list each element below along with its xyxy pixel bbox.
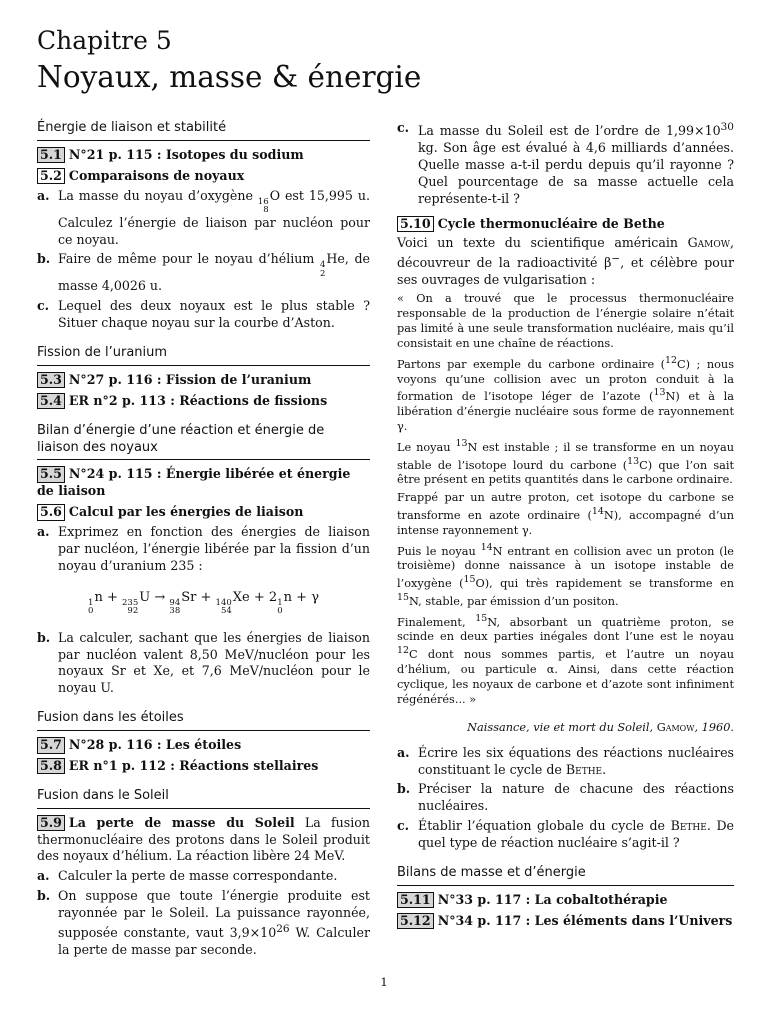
exercise-5-4 — [37, 393, 370, 410]
exercise-title: ER n°2 p. 113 : Réactions de fissions — [68, 392, 328, 408]
question-5-10-b: b. Préciser la nature de chacune des réactions nucléaires. — [397, 781, 734, 814]
left-column — [37, 120, 370, 962]
exercise-number: 5.2 — [37, 168, 65, 184]
exercise-5-12 — [397, 913, 734, 930]
quote-paragraph: Partons par exemple du carbone ordinaire ($^{12}$C) ; nous voyons qu’une collision avec un proton conduit à la formation de l’isotope léger de l’azote ($^{13}$N) et à la libération d’énergie nucléaire sous forme de rayonnement γ. — [397, 354, 735, 434]
exercise-title: ER n°1 p. 112 : Réactions stellaires — [68, 757, 319, 773]
exercise-5-10 — [397, 216, 734, 233]
exercise-number: 5.10 — [397, 216, 434, 232]
question-label: b. — [37, 629, 51, 645]
question-text: Faire de même pour le noyau d’hélium — [58, 251, 315, 267]
question-text: La masse du noyau d’oxygène — [58, 187, 253, 203]
exercise-intro: La fusion thermonucléaire des protons dans le Soleil produit des noyaux d’hélium. La réaction libère 24 MeV. — [37, 814, 370, 864]
quote-reference: Naissance, vie et mort du Soleil, Gamow, 1960. — [467, 720, 734, 734]
exercise-title: La perte de masse du Soleil — [68, 814, 295, 830]
question-label: c. — [397, 120, 410, 135]
question-5-9-b: b. On suppose que toute l’énergie produite est rayonnée par le Soleil. La puissance rayonnée, supposée constante, vaut $3,9\times 10^{26}$ W. Calculer la perte de masse par seconde. — [37, 888, 370, 958]
section-title-fusion-soleil: Fusion dans le Soleil — [37, 788, 370, 809]
exercise-number: 5.11 — [397, 892, 434, 908]
exercise-number: 5.12 — [397, 913, 434, 929]
question-5-10-c: c. Établir l’équation globale du cycle de Bethe. De quel type de réaction nucléaire s’agit-il ? — [397, 818, 735, 851]
quote-paragraph: Frappé par un autre proton, cet isotope du carbone se transforme en azote ordinaire ($^{14}$N), accompagné d’un intense rayonnement γ. — [397, 491, 734, 537]
section-title-bilans: Bilans de masse et d’énergie — [397, 865, 734, 886]
exercise-5-11 — [397, 892, 734, 909]
question-label: a. — [397, 744, 410, 760]
exercise-5-5 — [37, 466, 370, 500]
exercise-number: 5.7 — [37, 737, 65, 753]
chapter-label: Chapitre 5 — [37, 26, 172, 55]
question-5-9-c: c. La masse du Soleil est de l’ordre de $1,99\times 10^{30}$ kg. Son âge est évalué à 4,6 milliards d’années. Quelle masse a-t-il perdu depuis qu’il rayonne ? Quel pourcentage de sa masse actuelle cela représente-t-il ? — [397, 120, 734, 206]
exercise-5-2 — [37, 168, 370, 185]
exercise-number: 5.5 — [37, 466, 65, 482]
question-label: a. — [37, 187, 50, 203]
question-label: b. — [37, 888, 51, 904]
question-text: La masse du Soleil est de l’ordre de 1,99×10 — [418, 123, 721, 139]
exercise-5-8 — [37, 758, 370, 775]
exercise-number: 5.1 — [37, 147, 65, 163]
exercise-5-6 — [37, 504, 370, 521]
fission-equation: 1 0 n + 235 92 U → 94 38 Sr + 140 54 Xe + 2 1 0 n + γ — [88, 589, 319, 617]
quote-paragraph: Le noyau $^{13}$N est instable ; il se transforme en un noyau stable de l’isotope lourd du carbone ($^{13}$C) que l’on sait être présent en petits quantités dans le carbone ordinaire. — [397, 437, 735, 487]
section-title-fusion-etoiles: Fusion dans les étoiles — [37, 710, 370, 731]
question-text: Exprimez en fonction des énergies de liaison par nucléon, l’énergie libérée par la fission d’un noyau d’uranium 235 : — [58, 524, 370, 573]
question-5-6-b — [37, 630, 370, 698]
exercise-title: N°34 p. 117 : Les éléments dans l’Univers — [437, 912, 733, 928]
question-5-2-a — [37, 188, 370, 249]
question-label: a. — [37, 524, 50, 540]
exercise-number: 5.8 — [37, 758, 65, 774]
exercise-number: 5.6 — [37, 504, 65, 520]
question-text: La calculer, sachant que les énergies de liaison par nucléon valent 8,50 MeV/nucléon pour les noyaux Sr et Xe, et 7,6 MeV/nucléon pour le noyau U. — [58, 629, 370, 696]
gamow-quote — [397, 292, 734, 707]
exercise-number: 5.9 — [37, 815, 65, 831]
page-number: 1 — [380, 975, 388, 989]
question-5-10-a: a. Écrire les six équations des réactions nucléaires constituant le cycle de Bethe. — [397, 744, 734, 777]
question-5-9-a — [37, 868, 370, 885]
exercise-title: N°24 p. 115 : Énergie libérée et énergie de liaison — [37, 466, 351, 499]
question-text: Calculer la perte de masse correspondante. — [58, 868, 338, 884]
exercise-title: N°27 p. 116 : Fission de l’uranium — [68, 371, 312, 387]
question-text: Lequel des deux noyaux est le plus stable ? Situer chaque noyau sur la courbe d’Aston. — [58, 298, 370, 331]
exercise-5-7 — [37, 737, 370, 754]
helium-isotope-notation: 4 2 — [319, 260, 326, 279]
question-text: O est 15,995 u. Calculez l’énergie de liaison par nucléon pour ce noyau. — [58, 187, 370, 247]
exercise-5-3 — [37, 372, 370, 389]
quote-paragraph: « On a trouvé que le processus thermonucléaire responsable de la production de l’énergie solaire n’était pas limité à une seule transformation nucléaire, mais qu’il consistait en une chaîne de réactions. — [397, 292, 734, 350]
question-text: On suppose que toute l’énergie produite est rayonnée par le Soleil. La puissance rayonnée, supposée constante, vaut 3,9×10 — [58, 888, 370, 941]
exercise-5-1 — [37, 147, 370, 164]
quote-paragraph: Finalement, $^{15}$N, absorbant un quatrième proton, se scinde en deux parties inégales dont l’une est le noyau $^{12}$C dont nous sommes partis, et l’autre un noyau d’hélium, ou particule α. Ainsi, dans cette réaction cyclique, les noyaux de carbone et d’azote sont infiniment régénérés... » — [397, 612, 734, 706]
section-title-bilan: Bilan d’énergie d’une réaction et énergie de liaison des noyaux — [37, 423, 370, 461]
question-label: c. — [397, 818, 410, 834]
question-label: b. — [37, 251, 51, 267]
question-label: a. — [37, 868, 50, 884]
quote-paragraph: Puis le noyau $^{14}$N entrant en collision avec un proton (le troisième) donne naissance à un isotope instable de l’oxygène ($^{15}$O), qui très rapidement se transforme en $^{15}$N, stable, par émission d’un positon. — [397, 541, 734, 608]
oxygen-isotope-notation: 16 8 — [257, 196, 269, 216]
exercise-title: N°28 p. 116 : Les étoiles — [68, 737, 242, 753]
question-5-2-b — [37, 251, 370, 295]
question-5-2-c — [37, 298, 370, 332]
question-label: c. — [37, 298, 50, 314]
exercise-5-9-intro — [37, 815, 370, 866]
chapter-title: Noyaux, masse & énergie — [37, 60, 422, 94]
question-label: b. — [397, 781, 411, 797]
right-column — [397, 120, 734, 933]
exercise-title: Comparaisons de noyaux — [68, 167, 245, 183]
section-title-fission: Fission de l’uranium — [37, 345, 370, 366]
exercise-title: Calcul par les énergies de liaison — [68, 504, 304, 520]
exercise-title: N°21 p. 115 : Isotopes du sodium — [68, 146, 304, 162]
section-title-liaison: Énergie de liaison et stabilité — [37, 120, 370, 141]
question-text: He, de masse 4,0026 u. — [58, 251, 370, 294]
exercise-number: 5.3 — [37, 372, 65, 388]
question-5-6-a — [37, 524, 370, 575]
exercise-title: N°33 p. 117 : La cobaltothérapie — [437, 891, 668, 907]
exercise-number: 5.4 — [37, 393, 65, 409]
exercise-title: Cycle thermonucléaire de Bethe — [437, 215, 665, 231]
exercise-5-10-intro: Voici un texte du scientifique américain Gamow, découvreur de la radioactivité β−, et célèbre pour ses ouvrages de vulgarisation : — [397, 235, 734, 288]
